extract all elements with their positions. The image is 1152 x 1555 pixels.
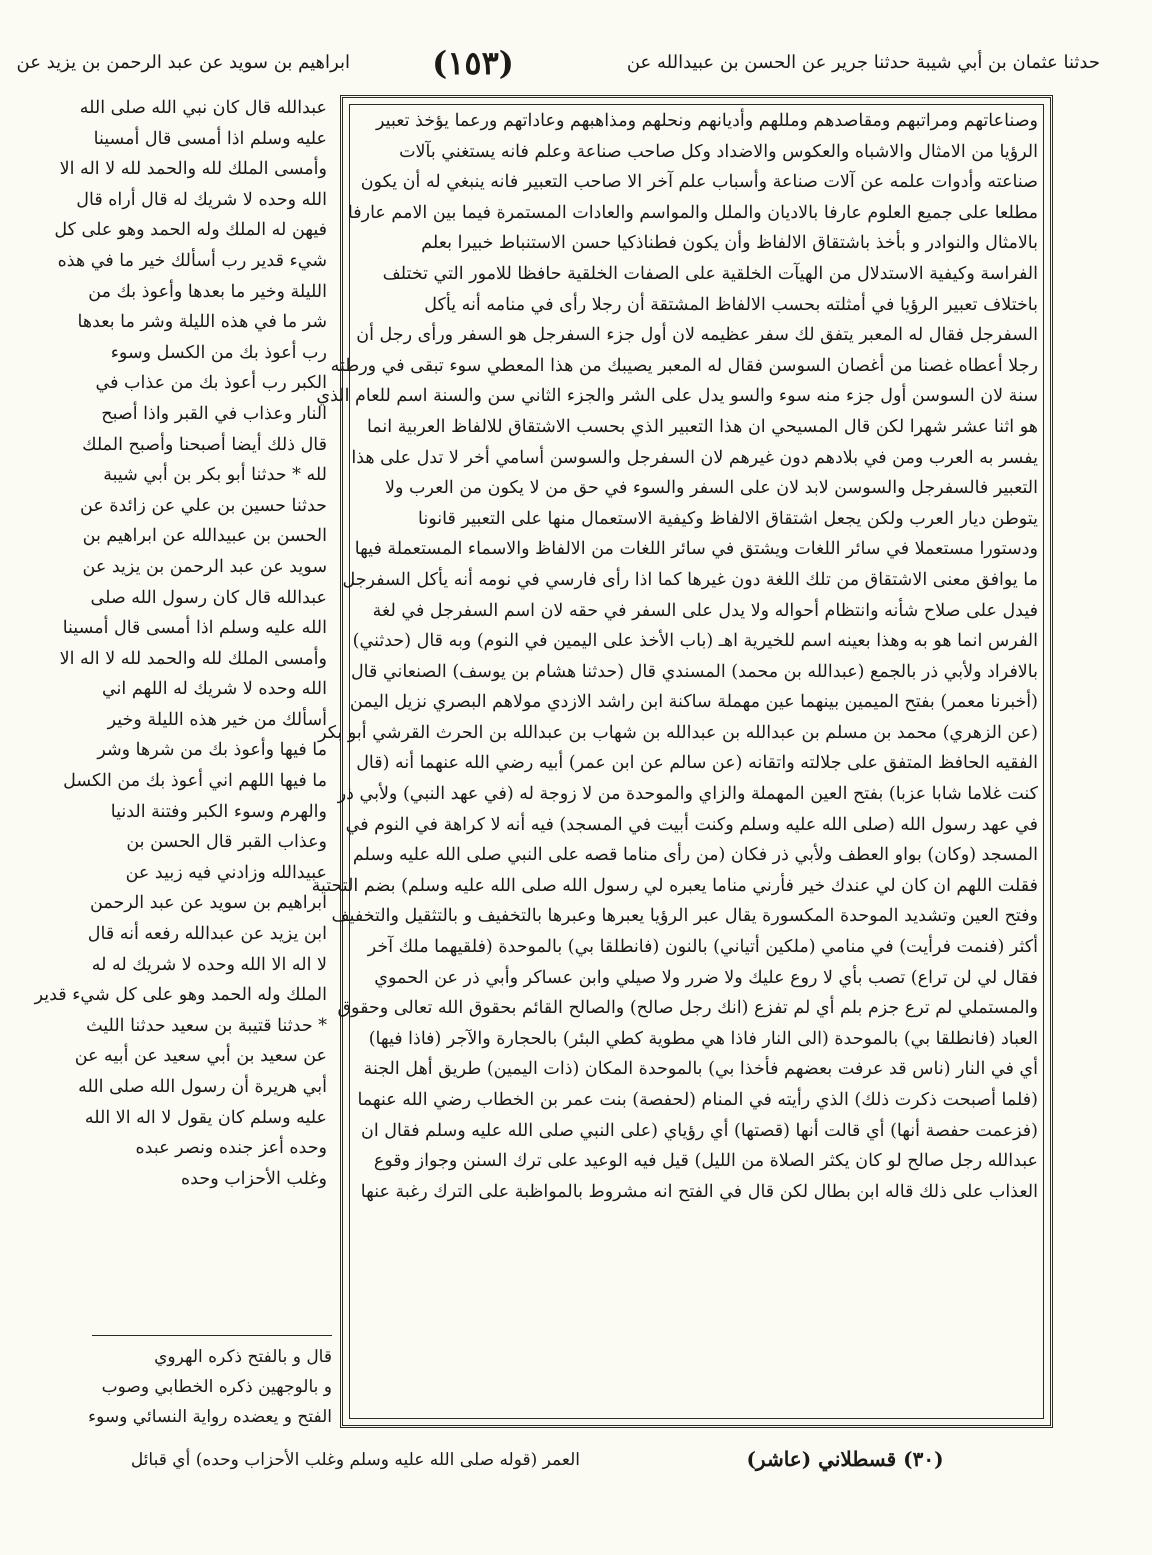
commentary-frame	[311, 95, 1053, 1428]
margin-footnote	[88, 1342, 332, 1434]
commentary-line: (فزعمت حفصة أنها) أي قالت أنها (قصتها) أي رؤياي (على النبي صلى الله عليه وسلم فقال ان	[361, 1120, 1038, 1141]
header-running-text-left: ابراهيم بن سويد عن عبد الرحمن بن يزيد عن	[16, 52, 350, 73]
commentary-line: بالافراد ولأبي ذر بالجمع (عبدالله بن محمد) المسندي قال (حدثنا هشام بن يوسف) الصنعاني قال	[350, 661, 1038, 682]
signature-mark: (٣٠) قسطلاني (عاشر)	[746, 1447, 944, 1471]
hadith-line: شر ما في هذه الليلة وشر ما بعدها	[77, 312, 327, 333]
footer-note: العمر (قوله صلى الله عليه وسلم وغلب الأحزاب وحده) أي قبائل	[130, 1450, 580, 1470]
commentary-line: مطلعا على جميع العلوم عارفا بالاديان والملل والمواسم والعادات المستمرة فيما بين الامم عارفا	[347, 202, 1038, 223]
hadith-line: الله وحده لا شريك له قال أراه قال	[76, 189, 327, 210]
hadith-line: لا اله الا الله وحده لا شريك له له	[91, 954, 327, 975]
hadith-line: ما فيها اللهم اني أعوذ بك من الكسل	[63, 771, 327, 792]
commentary-line: (فلما أصبحت ذكرت ذلك) الذي رأيته في المنام (لحفصة) بنت عمر بن الخطاب رضي الله عنهما	[357, 1090, 1038, 1110]
hadith-line: * حدثنا قتيبة بن سعيد حدثنا الليث	[86, 1015, 327, 1036]
commentary-line: ما يوافق معنى الاشتقاق من تلك اللغة دون غيرها كما اذا رأى فارسي في نومه أنه يأكل السفرجل	[342, 569, 1038, 590]
commentary-line: والمستملي لم ترع جزم بلم أي لم تفزع (انك رجل صالح) والصالح القائم بحقوق الله تعالى وحقوق	[337, 998, 1038, 1019]
commentary-line: يتوطن ديار العرب ولكن يجعل اشتقاق الالفاظ وكيفية الاستعمال منها على التعبير قانونا	[418, 508, 1038, 529]
margin-divider	[92, 1335, 332, 1336]
hadith-line: الكبر رب أعوذ بك من عذاب في	[95, 373, 327, 394]
commentary-line: التعبير فالسفرجل والسوسن لابد لان على السفر والسوء في حق من لا يكون من العرب ولا	[385, 478, 1038, 499]
commentary-line: فيدل على صلاح شأنه وانتظام أحواله ولا يدل على السفر في حقه لان اسم السفرجل في لغة	[372, 600, 1038, 621]
commentary-line: وصناعاتهم ومراتبهم ومقاصدهم ومللهم وأديانهم ونحلهم ومذاهبهم وعاداتهم ورعما يؤخذ تعبير	[376, 111, 1038, 131]
hadith-line: الله وحده لا شريك له اللهم اني	[101, 679, 327, 700]
commentary-line: صناعته وأدوات علمه عن آلات صناعة وأسباب علم آخر الا صاحب التعبير فانه ينبغي له أن يكون	[360, 172, 1038, 193]
hadith-line: أسألك من خير هذه الليلة وخير	[107, 709, 327, 730]
hadith-line: أبي هريرة أن رسول الله صلى الله	[78, 1077, 327, 1097]
commentary-line: كنت غلاما شابا عزبا) بفتح العين المهملة والزاي والموحدة من لا زوجة له (في عهد النبي) ولأبي ذر	[337, 784, 1038, 805]
page-header	[16, 40, 1100, 94]
hadith-line: وأمسى الملك لله والحمد لله لا اله الا	[59, 159, 327, 180]
hadith-line: ما فيها وأعوذ بك من شرها وشر	[97, 740, 327, 761]
hadith-line: الملك وله الحمد وهو على كل شيء قدير	[34, 985, 327, 1006]
commentary-line: (أخبرنا معمر) بفتح الميمين بينهما عين مهملة ساكنة ابن راشد الازدي مولاهم البصري نزيل اليمن	[349, 692, 1038, 713]
commentary-line: الفرس انما هو به وهذا بعينه اسم للخيرية اهـ (باب الأخذ على اليمين في النوم) وبه قال (حدثني)	[352, 631, 1038, 652]
commentary-line: رجلا أعطاه غصنا من أغصان السوسن فقال له المعبر يصيبك من هذا المعطي سوء تبقى في ورطته	[330, 355, 1038, 376]
commentary-line: باختلاف تعبير الرؤيا في أمثلته بحسب الالفاظ المشتقة أن رجلا رأى في منامه أنه يأكل	[424, 294, 1038, 315]
commentary-line: سنة لان السوسن أول جزء منه سوء والسو يدل على الشر والجزء الثاني سن والسنة اسم للعام الذي	[316, 386, 1038, 407]
hadith-line: لله * حدثنا أبو بكر بن أبي شيبة	[103, 465, 327, 486]
commentary-line: الفقيه الحافظ المتفق على جلالته واتقانه (عن سالم عن ابن عمر) أبيه رضي الله عنهما أنه (قال	[356, 753, 1038, 774]
hadith-margin-column	[34, 93, 327, 1328]
page-footer	[80, 1440, 1080, 1480]
commentary-text	[311, 106, 1038, 1417]
header-running-text-right: حدثنا عثمان بن أبي شيبة حدثنا جرير عن الحسن بن عبيدالله عن	[626, 52, 1100, 73]
hadith-line: عبدالله قال كان رسول الله صلى	[90, 587, 327, 608]
commentary-line: الرؤيا من الامثال والاشباه والعكوس والاضداد وكل صاحب صناعة وعلم فانه يستغني بآلات	[399, 141, 1038, 162]
hadith-line: وعذاب القبر قال الحسن بن	[126, 832, 327, 853]
hadith-line: الليلة وخير ما بعدها وأعوذ بك من	[88, 281, 327, 302]
hadith-line: عبيدالله وزادني فيه زبيد عن	[125, 862, 327, 883]
commentary-line: العذاب على ذلك قاله ابن بطال لكن قال في الفتح انه مشروط بالمواظبة على الترك رغبة عنها	[360, 1181, 1038, 1202]
hadith-line: قال ذلك أيضا أصبحنا وأصبح الملك	[82, 434, 327, 455]
hadith-line: رب أعوذ بك من الكسل وسوء	[110, 342, 327, 363]
commentary-line: وفتح العين وتشديد الموحدة المكسورة يقال عبر الرؤيا يعبرها وعبرها بالتخفيف و بالتثقيل والتخفيف	[331, 906, 1038, 927]
commentary-line: السفرجل فقال له المعبر يتفق لك سفر عظيمه لان أول جزء السفرجل هو السفر ورأى رجل أن	[356, 325, 1038, 346]
footnote-line: قال و بالفتح ذكره الهروي	[154, 1347, 332, 1367]
hadith-line: الله عليه وسلم اذا أمسى قال أمسينا	[62, 618, 327, 639]
hadith-line: الحسن بن عبيدالله عن ابراهيم بن	[82, 526, 327, 547]
commentary-line: أكثر (فنمت فرأيت) في منامي (ملكين أتياني) بالنون (فانطلقا بي) بالموحدة (فلقيهما ملك آخر	[367, 937, 1038, 958]
hadith-line: حدثنا حسين بن علي عن زائدة عن	[80, 495, 327, 516]
hadith-line: وحده أعز جنده ونصر عبده	[135, 1138, 327, 1159]
hadith-line: وغلب الأحزاب وحده	[181, 1168, 327, 1189]
commentary-line: أي في النار (ناس قد عرفت بعضهم فأخذا بي) بالموحدة المكان (ذات اليمين) طريق أهل الجنة	[363, 1059, 1038, 1080]
hadith-line: النار وعذاب في القبر واذا أصبح	[101, 403, 327, 424]
commentary-line: بالامثال والنوادر و بأخذ باشتقاق الالفاظ وأن يكون فطناذكيا حسن الاستنباط خبيرا بعلم	[421, 233, 1038, 254]
hadith-line: فيهن له الملك وله الحمد وهو على كل	[54, 220, 327, 241]
hadith-line: ابن يزيد عن عبدالله رفعه أنه قال	[87, 924, 327, 945]
page-number: (١٥٣)	[432, 44, 514, 82]
commentary-line: المسجد (وكان) بواو العطف ولأبي ذر فكان (من رأى مناما قصه على النبي صلى الله عليه وسلم	[352, 845, 1038, 866]
hadith-line: عليه وسلم اذا أمسى قال أمسينا	[93, 128, 327, 149]
footnote-line: الفتح و يعضده رواية النسائي وسوء	[88, 1407, 332, 1427]
commentary-line: هو اثنا عشر شهرا لكن قال المسيحي ان هذا التعبير الذي بحسب الاشتقاق للالفاظ العربية انما	[366, 416, 1038, 437]
commentary-line: عبدالله رجل صالح لو كان يكثر الصلاة من الليل) قيل فيه الوعيد على ترك السنن وجواز وقوع	[373, 1151, 1038, 1172]
commentary-line: العباد (فانطلقا بي) بالموحدة (الى النار فاذا هي مطوية كطي البئر) بالحجارة والآجر (فاذا فيها)	[368, 1028, 1038, 1049]
hadith-line: عن سعيد بن أبي سعيد عن أبيه عن	[74, 1046, 327, 1067]
hadith-line: والهرم وسوء الكبر وفتنة الدنيا	[110, 801, 327, 822]
hadith-line: عبدالله قال كان نبي الله صلى الله	[79, 98, 327, 118]
hadith-line: شيء قدير رب أسألك خير ما في هذه	[57, 250, 327, 271]
commentary-line: يفسر به العرب ومن في بلادهم دون غيرهم لان السفرجل والسوسن أسامي أخر لا تدل على هذا	[351, 447, 1038, 468]
commentary-line: فقال لي لن تراع) تصب بأي لا روع عليك ولا ضرر ولا صيلي وابن عساكر وأبي ذر عن الحموي	[374, 967, 1038, 988]
hadith-line: عليه وسلم كان يقول لا اله الا الله	[84, 1107, 327, 1128]
commentary-line: الفراسة وكيفية الاستدلال من الهيآت الخلقية على الصفات الخلقية حافظا للامور التي تختلف	[382, 263, 1038, 284]
hadith-line: وأمسى الملك لله والحمد لله لا اله الا	[59, 648, 327, 669]
footnote-line: و بالوجهين ذكره الخطابي وصوب	[101, 1377, 332, 1397]
commentary-line: في عهد رسول الله (صلى الله عليه وسلم وكنت أبيت في المسجد) فيه أنه لا كراهة في النوم في	[345, 814, 1038, 835]
hadith-line: سويد عن عبد الرحمن بن يزيد عن	[82, 556, 327, 577]
commentary-line: ودستورا مستعملا في سائر اللغات ويشتق في سائر اللغات من الالفاظ والاسماء المستعملة فيها	[354, 539, 1038, 560]
commentary-line: (عن الزهري) محمد بن مسلم بن عبدالله بن عبدالله بن شهاب بن عبدالله بن الحرث القرشي أبو بكر	[318, 722, 1038, 743]
hadith-line: ابراهيم بن سويد عن عبد الرحمن	[90, 893, 327, 914]
commentary-line: فقلت اللهم ان كان لي عندك خير فأرني مناما يعبره لي رسول الله صلى الله عليه وسلم) بضم التحتية	[311, 875, 1038, 896]
